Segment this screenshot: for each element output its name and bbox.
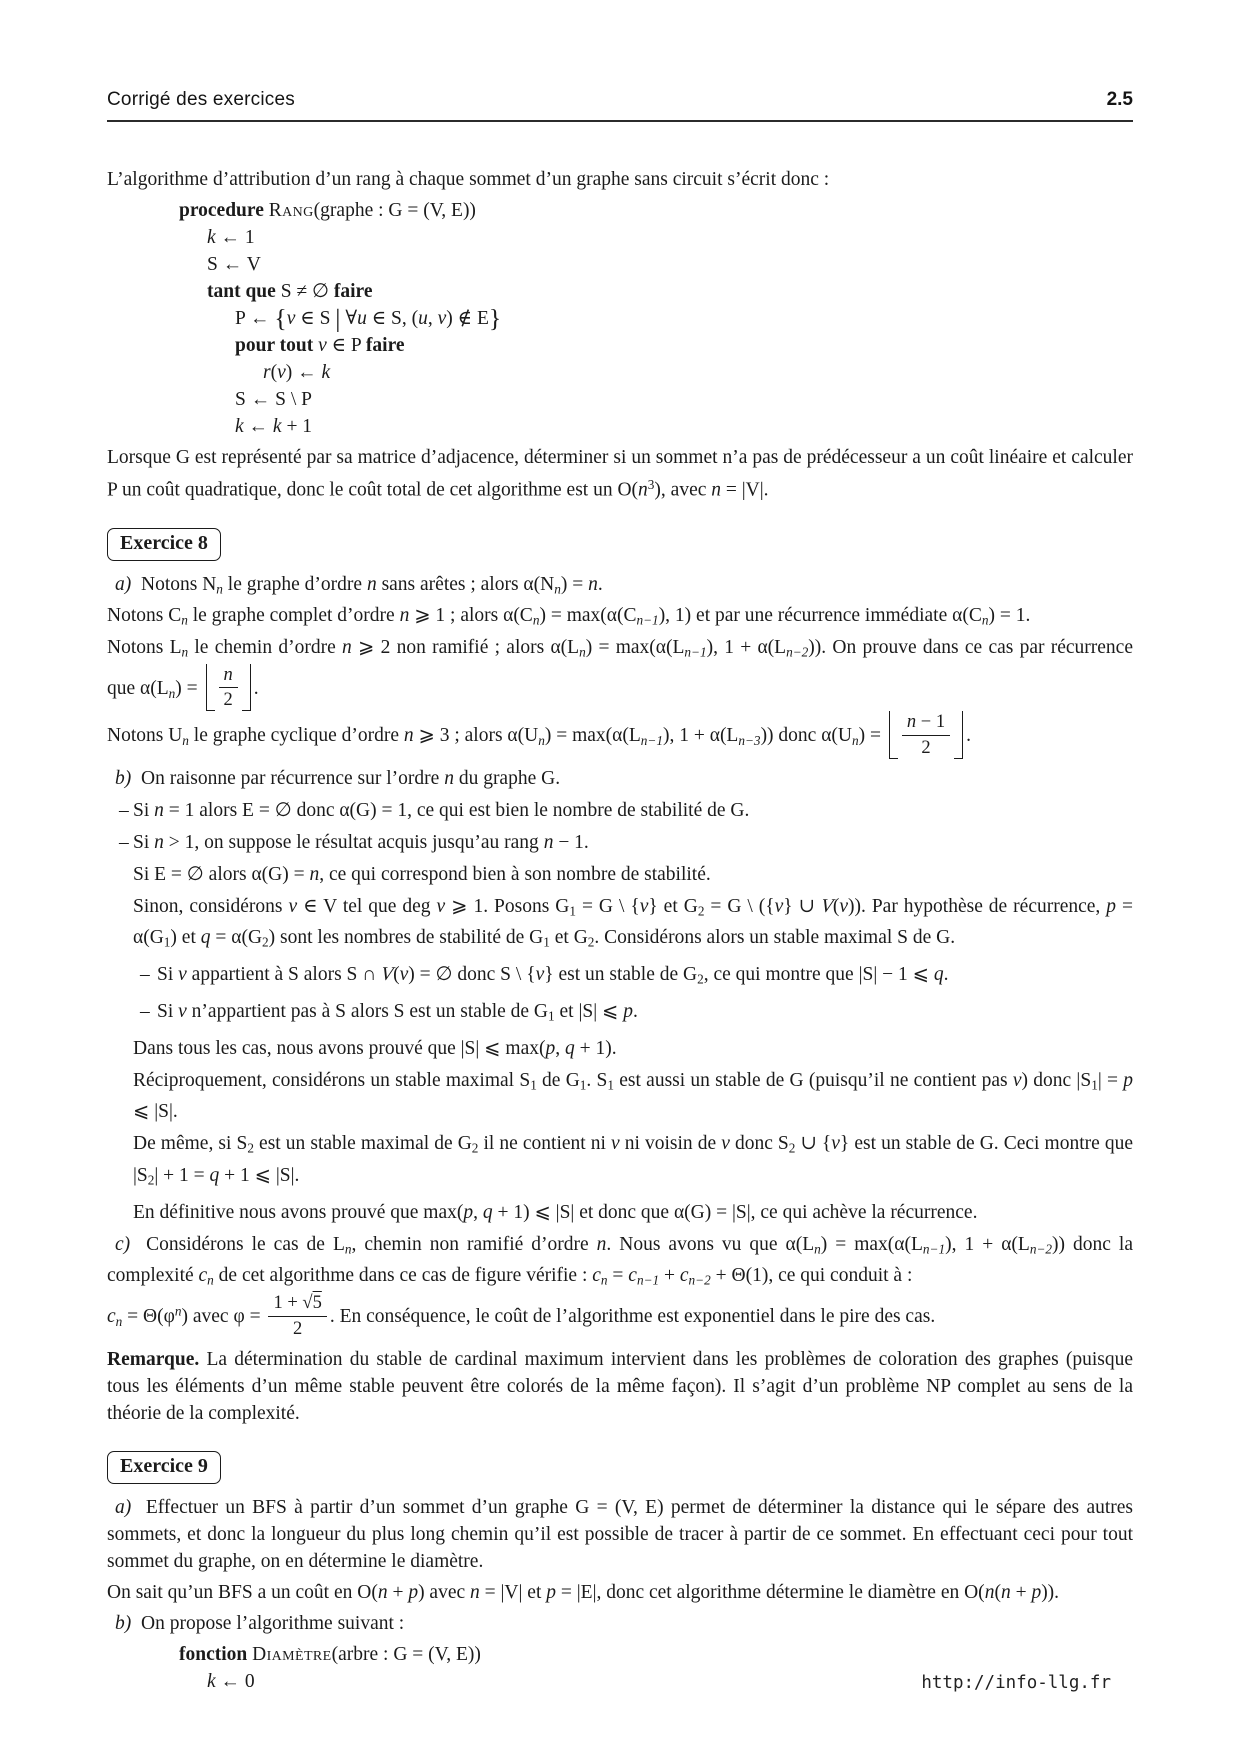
footer-url: http://info-llg.fr [921,1673,1111,1693]
ex9-para-bfs: On sait qu’un BFS a un coût en O(n + p) avec n = |V| et p = |E|, donc cet algorithme détermine le diamètre en O(n(n + p)). [107,1581,1060,1603]
ex9-item-b: b) On propose l’algorithme suivant : [115,1612,405,1634]
dash-marker: – [140,964,150,986]
algo-line: procedure Rang(graphe : G = (V, E)) [179,200,476,221]
algo-line: S ← S \ P [235,389,312,410]
exercise9-box-row [107,1451,1133,1484]
header-page-number: 2.5 [1106,89,1133,110]
header-section-title: Corrigé des exercices [107,89,295,110]
page-content [107,86,1133,1697]
ex8-case-n2-p2: Si E = ∅ alors α(G) = n, ce qui correspond bien à son nombre de stabilité. [133,863,711,885]
ex8-definitive: En définitive nous avons prouvé que max(p, q + 1) ⩽ |S| et donc que α(G) = |S|, ce qui achève la récurrence. [133,1201,978,1223]
algo-line: k ← 1 [207,227,255,248]
ex8-item-c2: cn = $\Theta(\varphi^n)$ avec φ = 1 + √5 2 . En conséquence, le coût de l’algorithme est exponentiel dans le pire des cas. [107,1292,936,1339]
ex8-case-n2-text: Si n > 1, on suppose le résultat acquis jusqu’au rang n − 1. [133,831,589,853]
ex8-conclusion1: Dans tous les cas, nous avons prouvé que |S| ⩽ max(p, q + 1). [133,1037,617,1059]
algo-line: tant que S ≠ ∅ faire [207,281,373,302]
exercise8-label: Exercice 8 [107,528,221,561]
cost-paragraph: Lorsque G est représenté par sa matrice d’adjacence, déterminer si un sommet n’a pas de prédécesseur a un coût linéaire et calculer P un coût quadratique, donc le coût total de cet algorithme est un $O(n^3)$, avec n = |V|. [107,447,1133,501]
algo-line: fonction Diamètre(arbre : G = (V, E)) [179,1643,481,1665]
page-header [107,86,1133,113]
intro-paragraph: L’algorithme d’attribution d’un rang à chaque sommet d’un graphe sans circuit s’écrit donc : [107,169,830,190]
ex8-case-n1 [119,797,1133,824]
algo-line: P ← {v ∈ S | ∀u ∈ S, (u, v) ∉ E} [235,303,502,333]
ex8-case-n2 [119,829,1133,856]
ex8-item-a: a) Notons Nn le graphe d’ordre n sans arêtes ; alors α(Nn) = n. [115,573,603,597]
ex8-item-c: c) Considérons le cas de Ln, chemin non ramifié d’ordre n. Nous avons vu que α(Ln) = max(α(Ln−1), 1 + α(Ln−2)) donc la complexité cn de cet algorithme dans ce cas de figure vérifie : cn = cn−1 + cn−2 + Θ(1), ce qui conduit à : [107,1233,1133,1289]
ex9-item-a: a) Effectuer un BFS à partir d’un sommet d’un graphe G = (V, E) permet de déterminer la distance qui le sépare des autres sommets, et donc la longueur du plus long chemin qu’il est possible de tracer à partir de ce sommet. En effectuant ceci pour tout sommet du graphe, on en détermine le diamètre. [107,1496,1133,1572]
algo-line: pour tout v ∈ P faire [235,335,405,356]
ex8-item-b: b) On raisonne par récurrence sur l’ordre n du graphe G. [115,767,561,789]
dash-marker: – [140,1000,150,1022]
header-rule [107,120,1133,122]
ex8-recurrence-block [119,797,1134,1226]
ex8-sub-in-s-text: Si v appartient à S alors S ∩ V(v) = ∅ donc S \ {v} est un stable de G2, ce qui montre que |S| − 1 ⩽ q. [157,964,949,987]
ex8-para-un: Notons Un le graphe cyclique d’ordre n ⩾ 3 ; alors α(Un) = max(α(Ln−1), 1 + α(Ln−3)) donc α(Un) = n − 1 2 . [107,711,971,758]
ex8-case-n1-text: Si n = 1 alors E = ∅ donc α(G) = 1, ce qui est bien le nombre de stabilité de G. [133,799,750,821]
ex8-para-ln: Notons Ln le chemin d’ordre n ⩾ 2 non ramifié ; alors α(Ln) = max(α(Ln−1), 1 + α(Ln−2)). On prouve dans ce cas par récurrence que α(Ln) = n 2 . [107,637,1133,711]
ex8-sub-not-in-s [140,998,1133,1030]
algorithm-rang-block [107,197,1133,440]
ex8-reciproque: Réciproquement, considérons un stable maximal S1 de G1. S1 est aussi un stable de G (puisqu’il ne contient pas v) donc |S1| = p ⩽ |S|. [133,1069,1133,1123]
dash-marker: – [119,799,129,821]
ex8-inner-cases [140,961,1133,1029]
ex8-sub-in-s [140,961,1133,993]
ex8-remarque: Remarque. La détermination du stable de cardinal maximum intervient dans les problèmes de coloration des graphes (puisque tous les éléments d’un même stable peuvent être colorés de la même façon). Il s’agit d’un problème NP complet au sens de la théorie de la complexité. [107,1348,1133,1424]
ex8-para-cn: Notons Cn le graphe complet d’ordre n ⩾ 1 ; alors α(Cn) = max(α(Cn−1), 1) et par une récurrence immédiate α(Cn) = 1. [107,605,1031,629]
algo-line: r(v) ← k [263,362,331,383]
exercise9-label: Exercice 9 [107,1451,221,1484]
ex8-sub-not-in-s-text: Si v n’appartient pas à S alors S est un stable de G1 et |S| ⩽ p. [157,1000,638,1024]
ex8-meme: De même, si S2 est un stable maximal de G2 il ne contient ni v ni voisin de v donc S2 ∪ {v} est un stable de G. Ceci montre que |S2| + 1 = q + 1 ⩽ |S|. [133,1133,1134,1188]
algo-line: S ← V [207,254,261,275]
exercise8-box-row [107,528,1133,561]
algo-line: k ← k + 1 [235,416,313,437]
algo-line: k ← 0 [207,1670,255,1692]
ex8-case-n2-p3: Sinon, considérons v ∈ V tel que deg v ⩾ 1. Posons G1 = G \ {v} et G2 = G \ ({v} ∪ V(v)). Par hypothèse de récurrence, p = α(G1) et q = α(G2) sont les nombres de stabilité de G1 et G2. Considérons alors un stable maximal S de G. [133,895,1133,951]
dash-marker: – [119,831,129,853]
